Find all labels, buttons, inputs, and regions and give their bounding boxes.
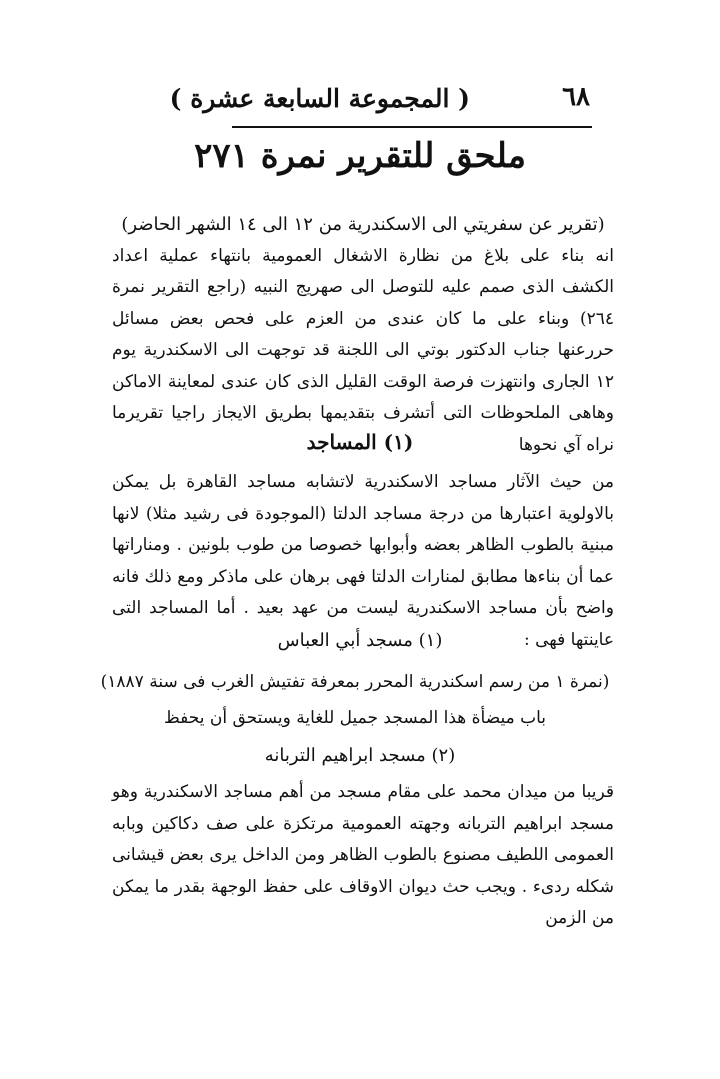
mosque-2-paragraph: قريبا من ميدان محمد على مقام مسجد من أهم مساجد الاسكندرية وهو مسجد ابراهيم التربانه وجهته العمومية مرتكزة على صف دكاكين وبابه العمومى اللطيف مصنوع بالطوب الظاهر ومن الداخل يرى بعض قيشانى شكله ردىء . ويجب حث ديوان الاوقاف على حفظ الوجهة بقدر ما يمكن من الزمن	[112, 782, 614, 928]
running-title: ( المجموعة السابعة عشرة )	[169, 84, 470, 113]
report-paragraph: انه بناء على بلاغ من نظارة الاشغال العمومية بانتهاء عملية اعداد الكشف الذى صمم عليه للتوصل الى صهريج النبيه (راجع التقرير نمرة ٢٦٤) وبناء على ما كان عندى من العزم على فحص بعض مسائل حررعنها جناب الدكتور بوتي الى اللجنة قد توجهت الى الاسكندرية يوم ١٢ الجارى وانتهزت فرصة الوقت القليل الذى كان عندى لمعاينة الاماكن وهاهى الملحوظات التى أتشرف بتقديمها بطريق الايجاز راجيا تقريرما نراه آي نحوها	[112, 245, 614, 455]
mosques-paragraph: من حيث الآثار مساجد الاسكندرية لاتشابه مساجد القاهرة بل يمكن بالاولوية اعتبارها من درجة مساجد الدلتا (الموجودة فى رشيد مثلا) لانها مبنية بالطوب الظاهر بعضه وأبوابها خصوصا من طوب بلونين . ومناراتها عما أن بناءها مطابق لمنارات الدلتا فهى برهان على ماذكر ومع ذلك فانه واضح بأن مساجد الاسكندرية ليست من عهد بعيد . أما المساجد التى عاينتها فهى :	[112, 472, 614, 650]
page-number: ٦٨	[562, 82, 590, 112]
page-title: ملحق للتقرير نمرة ٢٧١	[194, 136, 526, 176]
mosque-2-block	[112, 777, 614, 928]
mosque-1-reference: (نمرة ١ من رسم اسكندرية المحرر بمعرفة تفتيش الغرب فى سنة ١٨٨٧)	[100, 672, 610, 692]
page-header	[169, 82, 590, 126]
mosque-1-title: (١) مسجد أبي العباس	[277, 630, 443, 651]
report-intro: (تقرير عن سفريتي الى الاسكندرية من ١٢ الى ١٤ الشهر الحاضر)	[121, 214, 605, 235]
section-heading-mosques: (١) المساجد	[306, 430, 414, 454]
mosque-2-title: (٢) مسجد ابراهيم التربانه	[264, 745, 456, 766]
mosque-1-note: باب ميضأة هذا المسجد جميل للغاية ويستحق أن يحفظ	[163, 708, 547, 728]
header-rule	[232, 126, 592, 128]
